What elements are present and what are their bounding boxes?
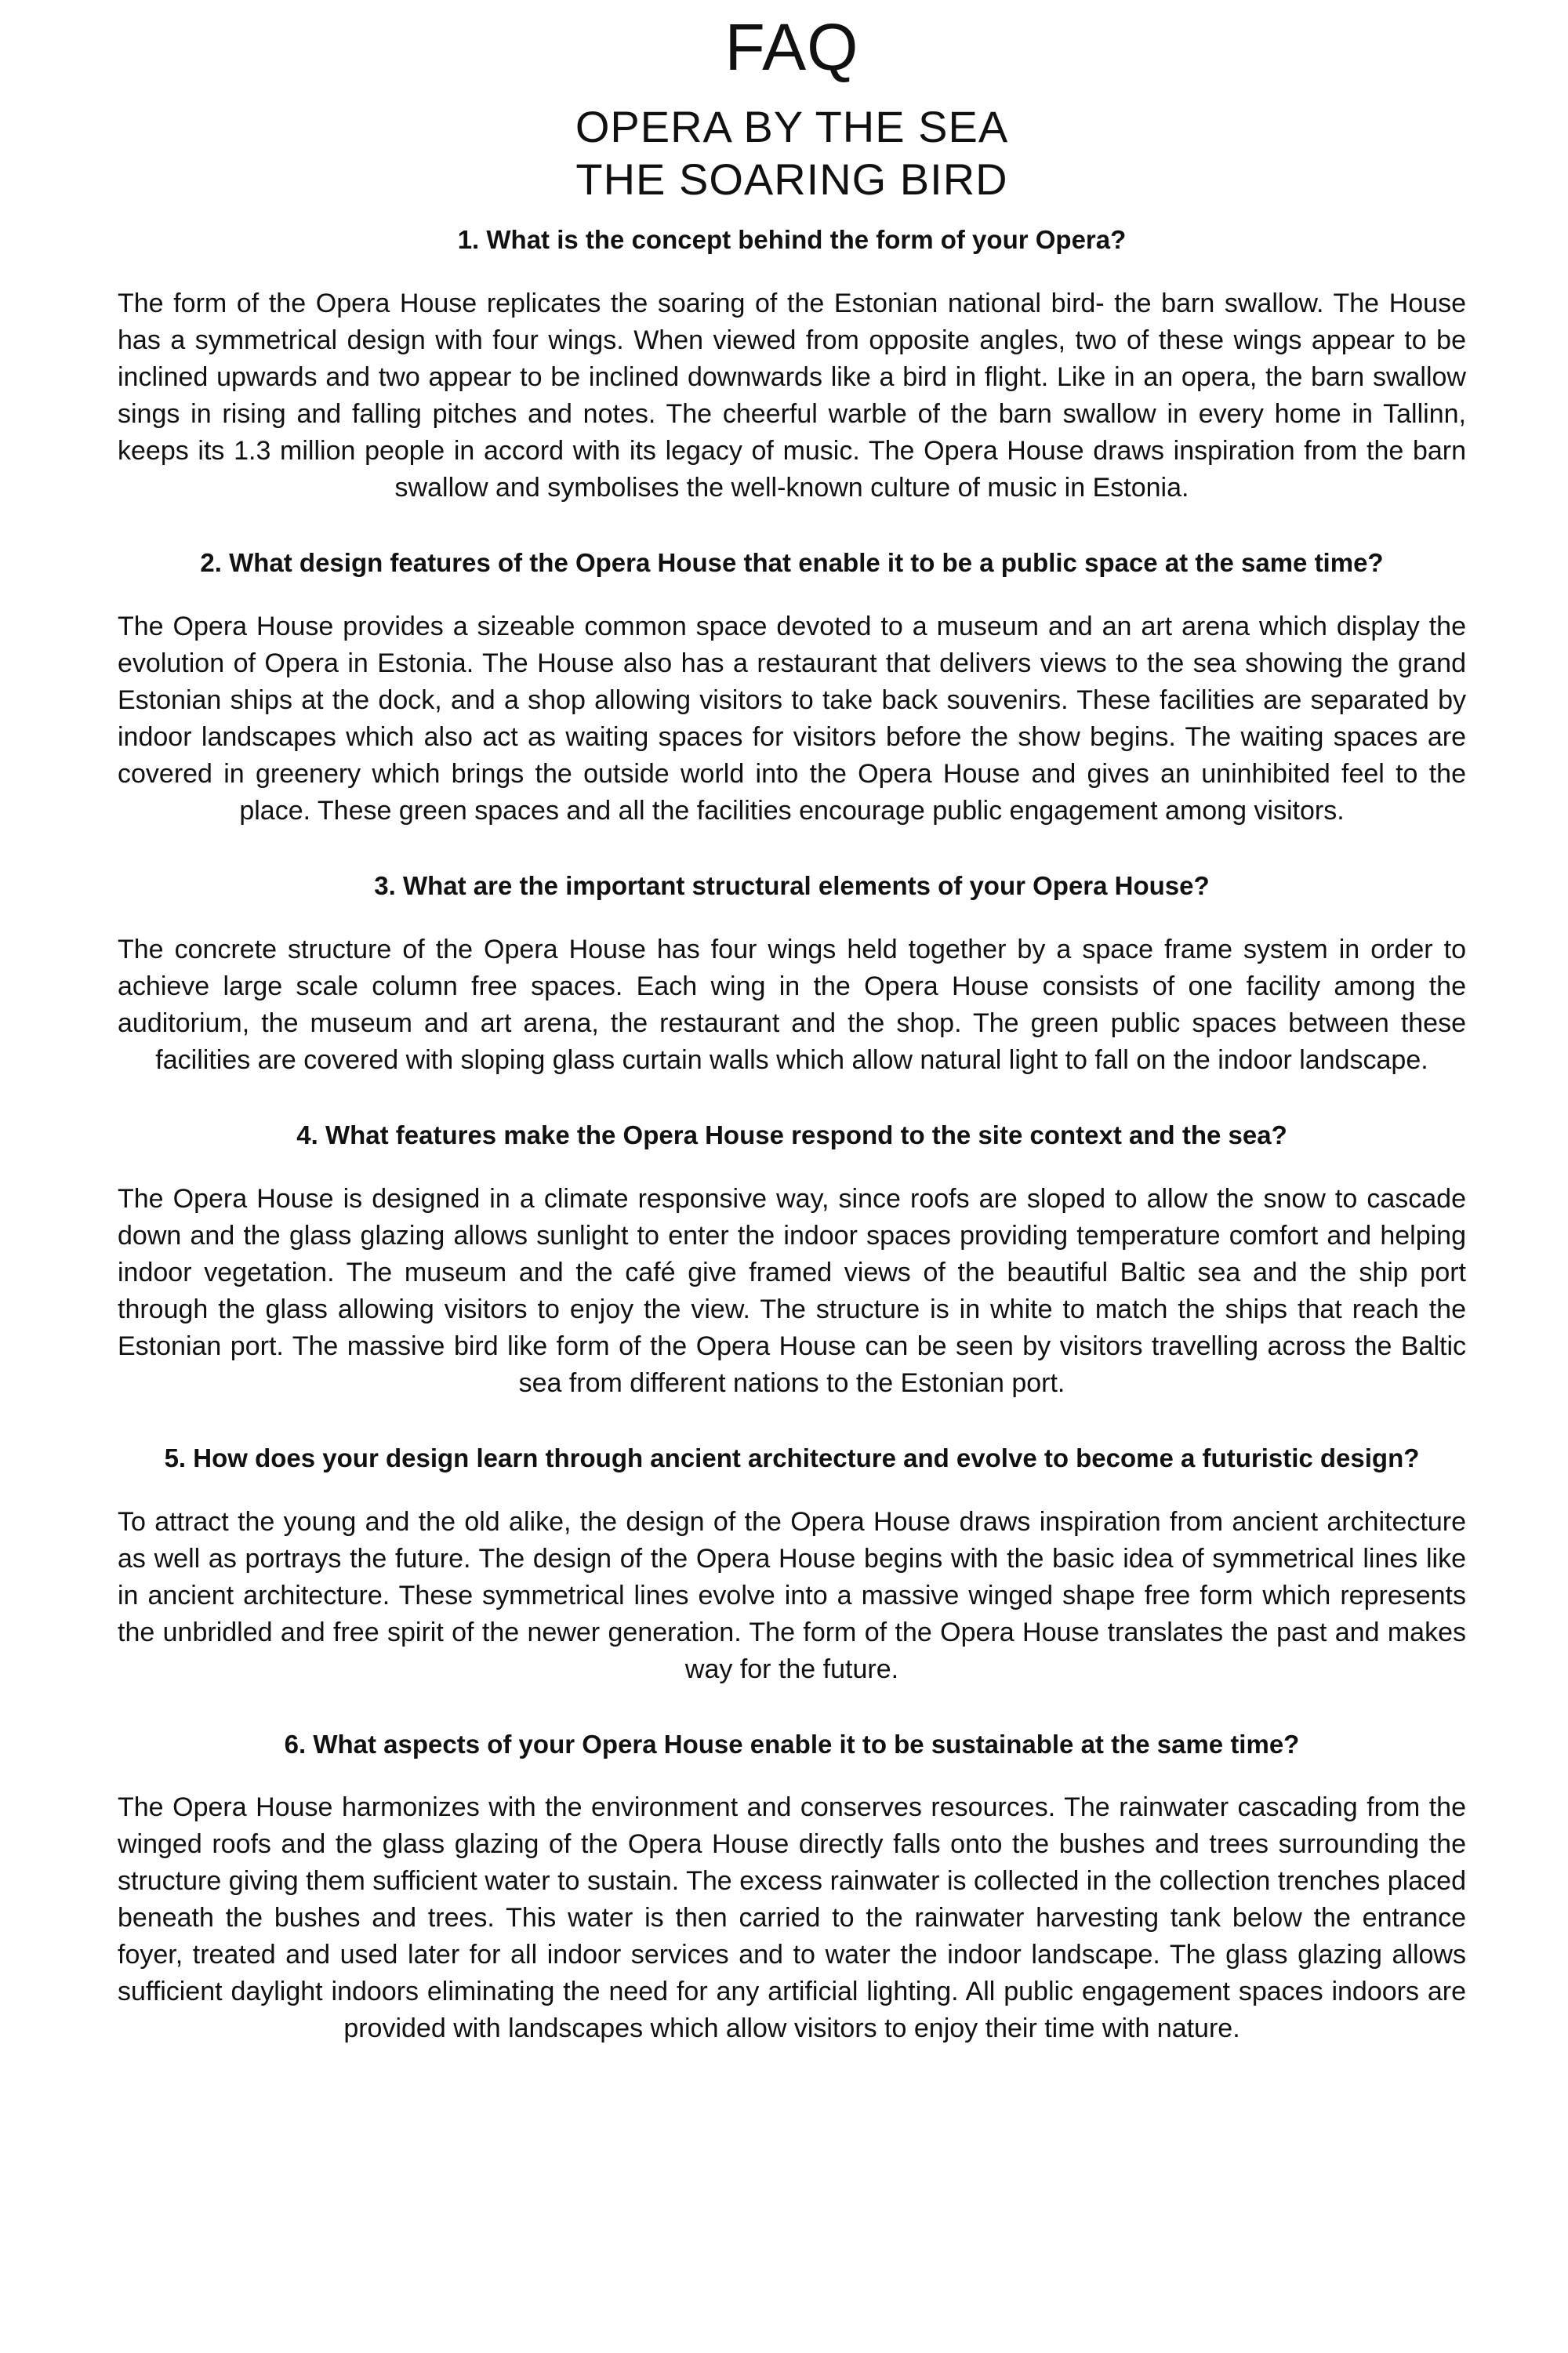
faq-item-2	[118, 544, 1466, 830]
faq-item-5	[118, 1440, 1466, 1688]
faq-answer: The form of the Opera House replicates the soaring of the Estonian national bird- the barn swallow. The House has a symmetrical design with four wings. When viewed from opposite angles, two of these wings appear to be inclined upwards and two appear to be inclined downwards like a bird in flight. Like in an opera, the barn swallow sings in rising and falling pitches and notes. The cheerful warble of the barn swallow in every home in Tallinn, keeps its 1.3 million people in accord with its legacy of music. The Opera House draws inspiration from the barn swallow and symbolises the well-known culture of music in Estonia.	[118, 289, 1466, 503]
faq-item-6	[118, 1726, 1466, 2048]
page-title: FAQ	[724, 10, 859, 84]
faq-answer: The Opera House provides a sizeable common space devoted to a museum and an art arena which display the evolution of Opera in Estonia. The House also has a restaurant that delivers views to the sea showing the grand Estonian ships at the dock, and a shop allowing visitors to take back souvenirs. These facilities are separated by indoor landscapes which also act as waiting spaces for visitors before the show begins. The waiting spaces are covered in greenery which brings the outside world into the Opera House and gives an uninhibited feel to the place. These green spaces and all the facilities encourage public engagement among visitors.	[118, 612, 1466, 826]
faq-question: 5. How does your design learn through ancient architecture and evolve to become a futuristic design?	[164, 1443, 1420, 1472]
faq-answer: To attract the young and the old alike, the design of the Opera House draws inspiration from ancient architecture as well as portrays the future. The design of the Opera House begins with the basic idea of symmetrical lines like in ancient architecture. These symmetrical lines evolve into a massive winged shape free form which represents the unbridled and free spirit of the newer generation. The form of the Opera House translates the past and makes way for the future.	[118, 1506, 1466, 1684]
faq-question: 4. What features make the Opera House respond to the site context and the sea?	[296, 1120, 1287, 1149]
faq-question: 1. What is the concept behind the form of your Opera?	[457, 225, 1127, 255]
faq-question: 3. What are the important structural elements of your Opera House?	[374, 871, 1210, 901]
faq-answer: The Opera House is designed in a climate responsive way, since roofs are sloped to allow the snow to cascade down and the glass glazing allows sunlight to enter the indoor spaces providing temperature comfort and helping indoor vegetation. The museum and the café give framed views of the beautiful Baltic sea and the ship port through the glass allowing visitors to enjoy the view. The structure is in white to match the ships that reach the Estonian port. The massive bird like form of the Opera House can be seen by visitors travelling across the Baltic sea from different nations to the Estonian port.	[118, 1183, 1466, 1398]
faq-item-4	[118, 1117, 1466, 1402]
faq-document	[118, 0, 1466, 2047]
subtitle-line-2: THE SOARING BIRD	[575, 154, 1008, 205]
subtitle-line-1: OPERA BY THE SEA	[575, 102, 1009, 151]
faq-question: 2. What design features of the Opera House that enable it to be a public space at the same time?	[200, 548, 1384, 578]
faq-question: 6. What aspects of your Opera House enable it to be sustainable at the same time?	[284, 1729, 1300, 1759]
faq-item-3	[118, 867, 1466, 1079]
faq-item-1	[118, 221, 1466, 507]
faq-answer: The Opera House harmonizes with the environment and conserves resources. The rainwater cascading from the winged roofs and the glass glazing of the Opera House directly falls onto the bushes and trees surrounding the structure giving them sufficient water to sustain. The excess rainwater is collected in the collection trenches placed beneath the bushes and trees. This water is then carried to the rainwater harvesting tank below the entrance foyer, treated and used later for all indoor services and to water the indoor landscape. The glass glazing allows sufficient daylight indoors eliminating the need for any artificial lighting. All public engagement spaces indoors are provided with landscapes which allow visitors to enjoy their time with nature.	[118, 1792, 1466, 2044]
faq-answer: The concrete structure of the Opera House has four wings held together by a space frame system in order to achieve large scale column free spaces. Each wing in the Opera House consists of one facility among the auditorium, the museum and art arena, the restaurant and the shop. The green public spaces between these facilities are covered with sloping glass curtain walls which allow natural light to fall on the indoor landscape.	[118, 934, 1466, 1075]
